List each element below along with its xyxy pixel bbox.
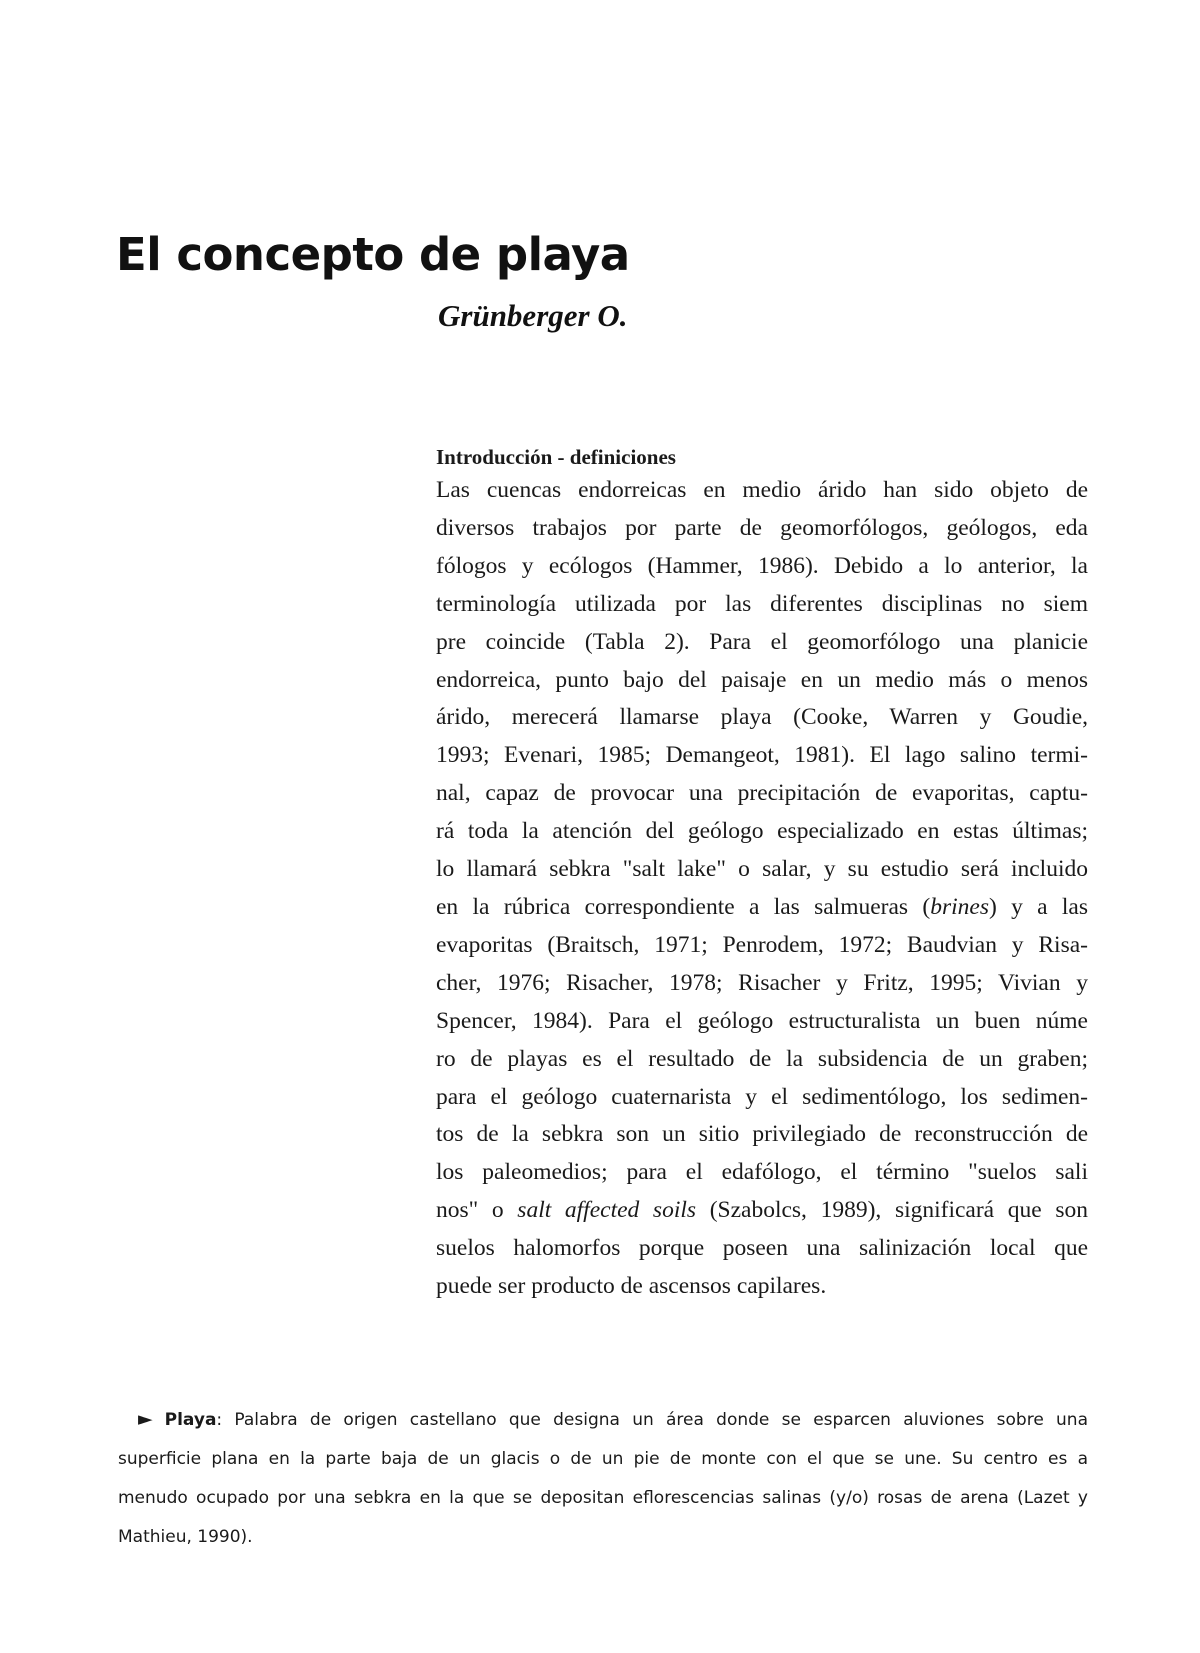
paragraph-line: lo llamará sebkra "salt lake" o salar, y su estudio será incluido [436, 856, 1088, 883]
paragraph-line: puede ser producto de ascensos capilares. [436, 1273, 827, 1300]
paragraph-line: árido, merecerá llamarse playa (Cooke, Warren y Goudie, [436, 704, 1088, 731]
arrow-right-icon: ► [138, 1408, 153, 1430]
paragraph-line: suelos halomorfos porque poseen una salinización local que [436, 1235, 1088, 1262]
page-title: El concepto de playa [116, 228, 630, 281]
paragraph-line: rá toda la atención del geólogo especializado en estas últimas; [436, 818, 1088, 845]
paragraph-line: tos de la sebkra son un sitio privilegiado de reconstrucción de [436, 1121, 1088, 1148]
paragraph-line: cher, 1976; Risacher, 1978; Risacher y Fritz, 1995; Vivian y [436, 969, 1088, 996]
paragraph-line [436, 889, 1088, 927]
paragraph-line: nal, capaz de provocar una precipitación de evaporitas, captu- [436, 780, 1088, 807]
line-text: en la rúbrica correspondiente a las salmueras ( [436, 893, 931, 920]
paragraph-line: para el geólogo cuaternarista y el sedimentólogo, los sedimen- [436, 1083, 1088, 1110]
paragraph-line: endorreica, punto bajo del paisaje en un medio más o menos [436, 666, 1088, 693]
note-line: superficie plana en la parte baja de un glacis o de un pie de monte con el que se une. Su centro es a [118, 1449, 1088, 1469]
paragraph-line: fólogos y ecólogos (Hammer, 1986). Debido a lo anterior, la [436, 552, 1088, 579]
paragraph-line: pre coincide (Tabla 2). Para el geomorfólogo una planicie [436, 628, 1088, 655]
paragraph-line: los paleomedios; para el edafólogo, el término "suelos sali [436, 1159, 1088, 1186]
emphasized-term: brines [930, 893, 989, 920]
emphasized-term: salt affected soils [517, 1197, 697, 1224]
paragraph-line: terminología utilizada por las diferentes disciplinas no siem [436, 590, 1088, 617]
glossary-term: Playa [164, 1410, 217, 1430]
body-paragraph [436, 472, 1088, 1306]
note-text: : Palabra de origen castellano que designa un área donde se esparcen aluviones sobre una [216, 1410, 1088, 1430]
glossary-note [118, 1400, 1088, 1557]
note-line [118, 1400, 1088, 1440]
paragraph-line: 1993; Evenari, 1985; Demangeot, 1981). El lago salino termi- [436, 742, 1088, 769]
line-text: (Szabolcs, 1989), significará que son [696, 1197, 1088, 1224]
paragraph-line [436, 1192, 1088, 1230]
paragraph-line: diversos trabajos por parte de geomorfólogos, geólogos, eda [436, 514, 1088, 541]
section-heading: Introducción - definiciones [436, 445, 676, 469]
note-line: menudo ocupado por una sebkra en la que se depositan eflorescencias salinas (y/o) rosas de arena (Lazet y [118, 1488, 1088, 1508]
introduction-section [436, 442, 1088, 1306]
line-text: nos" o [436, 1197, 518, 1224]
paragraph-line: Spencer, 1984). Para el geólogo estructuralista un buen núme [436, 1007, 1088, 1034]
paragraph-line: evaporitas (Braitsch, 1971; Penrodem, 1972; Baudvian y Risa- [436, 931, 1088, 958]
author-name: Grünberger O. [438, 298, 628, 333]
paragraph-line: Las cuencas endorreicas en medio árido han sido objeto de [436, 477, 1088, 503]
line-text: ) y a las [988, 893, 1088, 920]
note-line: Mathieu, 1990). [118, 1527, 253, 1547]
paragraph-line: ro de playas es el resultado de la subsidencia de un graben; [436, 1045, 1088, 1072]
